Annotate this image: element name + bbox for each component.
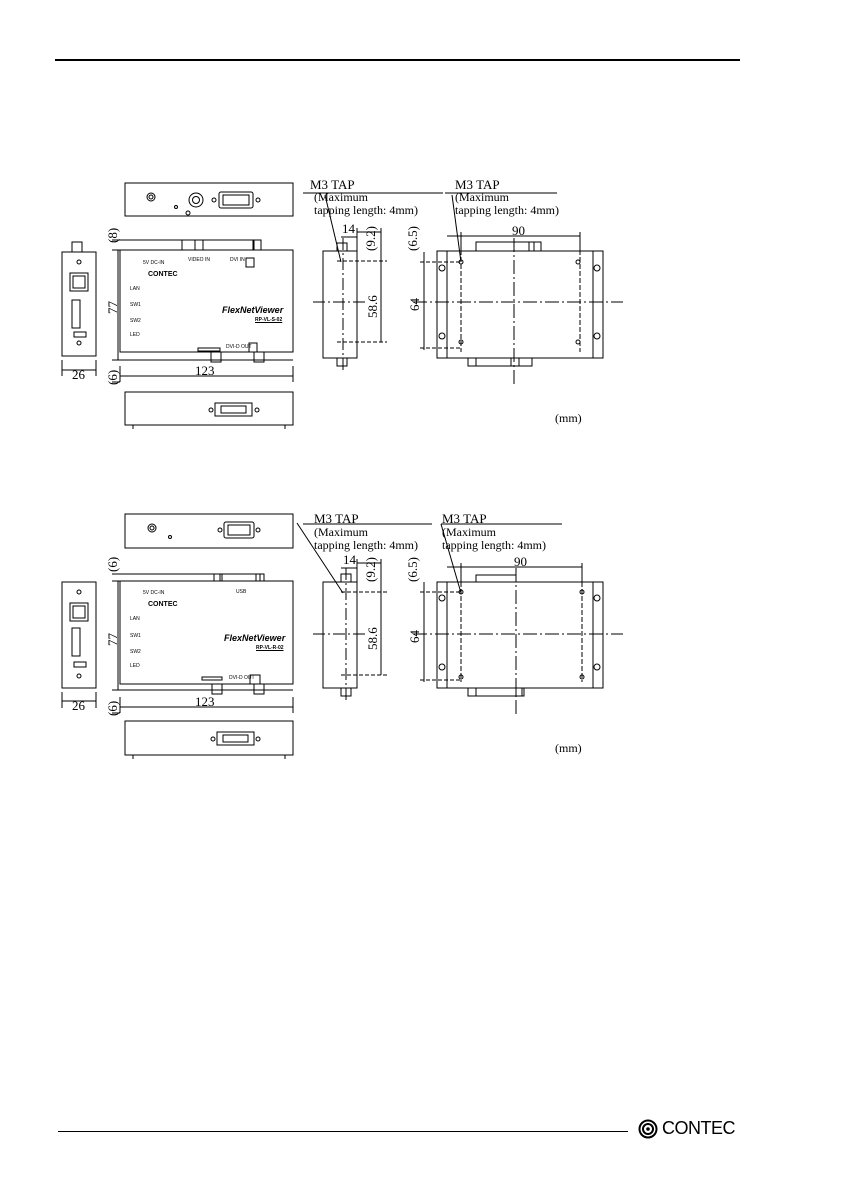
sender-dim-90: 90	[512, 223, 525, 238]
sender-label-video-in: VIDEO IN	[188, 257, 210, 263]
receiver-tap-right-note2: tapping length: 4mm)	[442, 538, 546, 552]
receiver-dim-length: 123	[195, 694, 215, 709]
sender-dim-height: 77	[105, 301, 120, 314]
sender-label-lan: LAN	[130, 286, 140, 292]
sender-label-sw1: SW1	[130, 302, 141, 308]
sender-dim-6-5: (6.5)	[405, 226, 420, 251]
sender-tap-right-note1: (Maximum	[455, 190, 509, 204]
sender-dim-58-6: 58.6	[365, 295, 380, 318]
receiver-label-usb: USB	[236, 589, 247, 595]
sender-unit-label: (mm)	[555, 411, 582, 425]
sender-dim-top-offset: (8)	[105, 227, 120, 243]
sender-product-name: FlexNetViewer	[222, 305, 284, 315]
receiver-tap-right-note1: (Maximum	[442, 525, 496, 539]
sender-tap-right-note2: tapping length: 4mm)	[455, 203, 559, 217]
receiver-dim-height: 77	[105, 633, 120, 646]
receiver-unit-label: (mm)	[555, 741, 582, 755]
footer-brand-text: CONTEC	[662, 1118, 735, 1138]
receiver-dim-top-offset: (6)	[105, 556, 120, 572]
receiver-dim-bottom-offset: (6)	[105, 700, 120, 716]
receiver-panel-brand: CONTEC	[148, 601, 178, 608]
receiver-label-dvi-out: DVI-D OUT	[229, 675, 255, 681]
sender-label-led: LED	[130, 332, 140, 338]
sender-label-dvi-in: DVI IN	[230, 257, 245, 263]
sender-dim-width: 26	[72, 367, 85, 382]
receiver-dim-9-2: (9.2)	[363, 557, 378, 582]
sender-dim-bottom-offset: (6)	[105, 369, 120, 385]
sender-panel-brand: CONTEC	[148, 271, 178, 278]
receiver-tap-right-title: M3 TAP	[442, 511, 487, 526]
sender-label-power: 5V DC-IN	[143, 260, 165, 266]
sender-tap-left-note1: (Maximum	[314, 190, 368, 204]
contec-logo-icon	[638, 1119, 658, 1139]
receiver-tap-left-note1: (Maximum	[314, 525, 368, 539]
receiver-dim-90: 90	[514, 554, 527, 569]
receiver-dim-6-5: (6.5)	[405, 557, 420, 582]
sender-label-sw2: SW2	[130, 318, 141, 324]
receiver-label-sw1: SW1	[130, 633, 141, 639]
sender-dim-14: 14	[342, 221, 355, 236]
receiver-dim-58-6: 58.6	[365, 627, 380, 650]
sender-tap-right-title: M3 TAP	[455, 177, 500, 192]
sender-model: RP-VL-S-02	[255, 317, 283, 323]
receiver-model: RP-VL-R-02	[256, 645, 284, 651]
receiver-label-led: LED	[130, 663, 140, 669]
sender-dim-length: 123	[195, 363, 215, 378]
receiver-dim-14: 14	[343, 552, 356, 567]
receiver-tap-left-title: M3 TAP	[314, 511, 359, 526]
receiver-label-sw2: SW2	[130, 649, 141, 655]
receiver-product-name: FlexNetViewer	[224, 633, 286, 643]
receiver-dim-64: 64	[407, 630, 422, 643]
sender-tap-left-note2: tapping length: 4mm)	[314, 203, 418, 217]
footer-logo	[638, 1118, 735, 1139]
receiver-label-lan: LAN	[130, 616, 140, 622]
receiver-tap-left-note2: tapping length: 4mm)	[314, 538, 418, 552]
sender-label-dvi-out: DVI-D OUT	[226, 344, 252, 350]
sender-dim-9-2: (9.2)	[363, 226, 378, 251]
sender-dim-64: 64	[407, 298, 422, 311]
sender-tap-left-title: M3 TAP	[310, 177, 355, 192]
receiver-dim-width: 26	[72, 698, 85, 713]
receiver-label-power: 5V DC-IN	[143, 590, 165, 596]
